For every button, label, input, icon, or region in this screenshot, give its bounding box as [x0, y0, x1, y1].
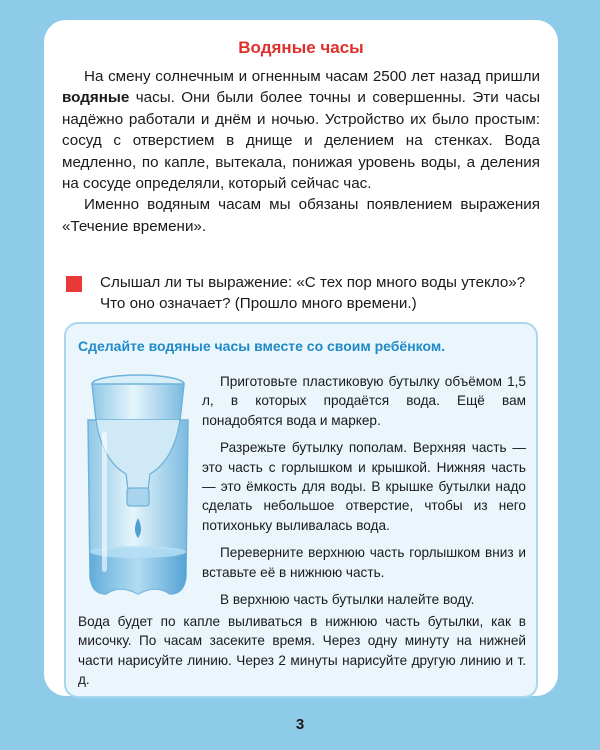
activity-steps — [202, 372, 526, 617]
question-text — [100, 272, 542, 315]
question-block — [62, 272, 542, 315]
page-number: 3 — [295, 716, 305, 733]
intro-paragraph-2: Именно водяным часам мы обязаны появлением выражения «Течение времени». — [62, 196, 540, 235]
water-bottle-clock-icon — [80, 372, 196, 612]
step-4-start: В верхнюю часть бутылки налейте воду. — [220, 592, 475, 608]
page-sheet — [44, 20, 558, 696]
step-4-rest: Вода будет по капле выливаться в нижнюю часть бутылки, как в мисочку. По часам засеките время. Через одну минуту на нижней части нарисуйте линию. Через 2 минуты нарисуйте другую линию и т. д. — [78, 614, 526, 688]
activity-title: Сделайте водяные часы вместе со своим ребёнком. — [78, 338, 446, 354]
step-1: Приготовьте пластиковую бутылку объёмом 1,5 л, в которых продаётся вода. Ещё вам понадобятся вода и маркер. — [202, 374, 526, 428]
question-line-1: Слышал ли ты выражение: «С тех пор много воды утекло»? — [100, 274, 526, 291]
page-title: Водяные часы — [238, 38, 364, 57]
red-square-marker-icon — [66, 276, 82, 292]
activity-box — [64, 322, 538, 698]
bold-word: водяные — [62, 89, 130, 107]
step-3: Переверните верхнюю часть горлышком вниз и вставьте её в нижнюю часть. — [202, 545, 526, 580]
intro-paragraph-1: На смену солнечным и огненным часам 2500 лет назад пришли водяные часы. Они были более точны и совершенны. Эти часы надёжно работали и днём и ночью. Устройство их было простым: сосуд с отверстием в днище и делением на стенках. Вода медленно, по капле, вытекала, понижая уровень воды, а деления на сосуде определяли, который сейчас час. — [62, 68, 540, 193]
question-line-2: Что оно означает? (Прошло много времени.) — [100, 295, 417, 313]
step-2: Разрежьте бутылку пополам. Верхняя часть — это часть с горлышком и крышкой. Нижняя часть — это ёмкость для воды. В крышке бутылки надо сделать небольшое отверстие, чтобы из него потихоньку выливалась вода. — [202, 440, 526, 533]
